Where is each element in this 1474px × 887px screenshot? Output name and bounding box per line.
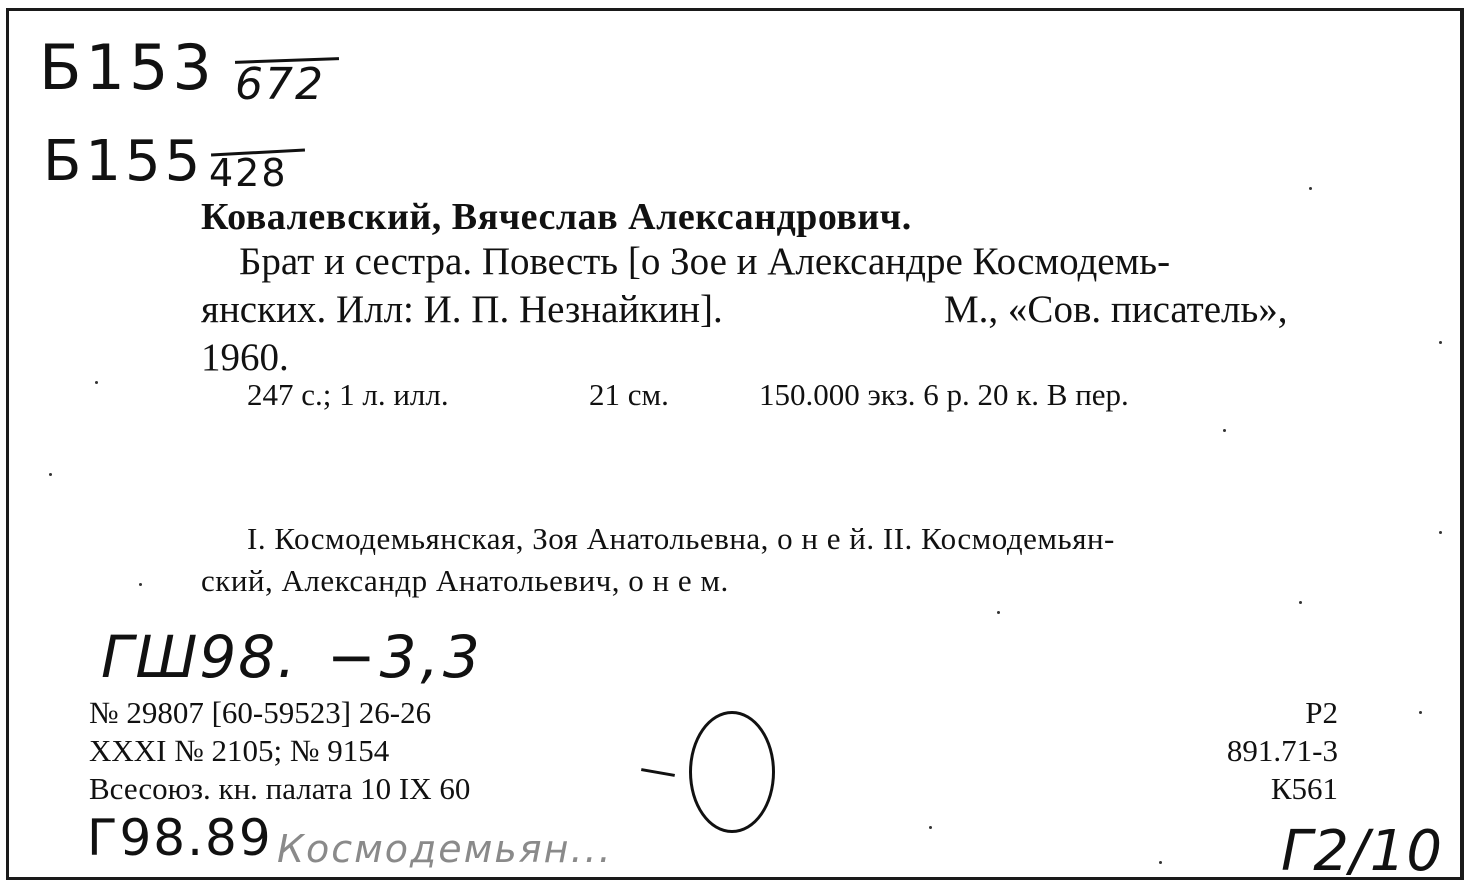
publisher: М., «Сов. писатель»,: [944, 288, 1288, 331]
shelfmark-2: Б155: [43, 129, 205, 194]
scan-speck: [929, 826, 932, 829]
scan-speck: [1223, 429, 1226, 432]
hand-dash-mark: [641, 768, 675, 777]
scan-speck: [1159, 861, 1162, 864]
publication-year: 1960.: [201, 336, 289, 379]
classification-line-1: Р2: [1305, 695, 1338, 730]
shelfmark-1: Б153: [39, 31, 216, 104]
scan-speck: [139, 583, 142, 586]
handwritten-class-extra: −3,3: [327, 623, 484, 691]
subject-line-2: ский, Александр Анатольевич, о н е м.: [201, 563, 729, 598]
registration-line-2: XXXI № 2105; № 9154: [89, 733, 390, 768]
physical-description: 247 с.; 1 л. илл.: [247, 377, 449, 412]
shelfmark-1-number: 672: [235, 59, 325, 110]
scan-speck: [49, 473, 52, 476]
footer-handwritten-code: Г98.89: [87, 809, 273, 867]
scan-speck: [1439, 341, 1442, 344]
registration-line-3: Всесоюз. кн. палата 10 IX 60: [89, 771, 471, 806]
classification-line-2: 891.71-3: [1226, 733, 1338, 768]
catalog-card: [6, 8, 1464, 884]
title-description-line-2: янских. Илл: И. П. Незнайкин].: [201, 288, 723, 331]
scan-speck: [1299, 601, 1302, 604]
footer-handwritten-right: Г2/10: [1281, 819, 1443, 884]
footer-faint-text: Космодемьян...: [277, 827, 613, 871]
author-heading: Ковалевский, Вячеслав Александрович.: [201, 196, 912, 238]
scan-speck: [1419, 711, 1422, 714]
registration-line-1: № 29807 [60-59523] 26-26: [89, 695, 432, 730]
scan-speck: [1309, 187, 1312, 190]
subject-line-1: I. Космодемьянская, Зоя Анатольевна, о н е й. II. Космодемьян-: [247, 521, 1115, 556]
classification-line-3: К561: [1270, 771, 1338, 806]
book-size: 21 см.: [589, 377, 669, 412]
scan-speck: [997, 611, 1000, 614]
scan-speck: [95, 381, 98, 384]
scan-speck: [1439, 531, 1442, 534]
title-description-line-1: Брат и сестра. Повесть [о Зое и Александре Космодемь-: [239, 240, 1171, 283]
copies-and-price: 150.000 экз. 6 р. 20 к. В пер.: [759, 377, 1129, 412]
hand-drawn-circle: [689, 711, 775, 833]
shelfmark-2-number: 428: [209, 151, 288, 195]
handwritten-class-code: ГШ98.: [101, 623, 298, 691]
